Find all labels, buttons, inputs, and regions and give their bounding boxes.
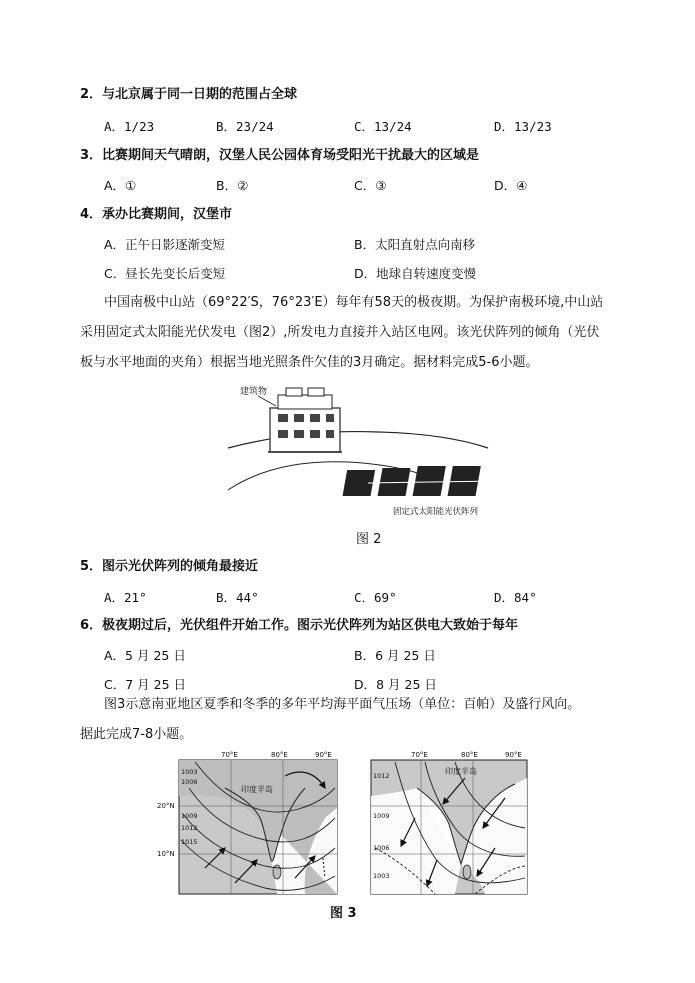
q3-option-b: B．② — [216, 178, 249, 193]
winter-pressure-map — [371, 751, 527, 894]
right-isobar-label: 1009 — [373, 812, 390, 820]
q3-option-a: A．① — [104, 178, 137, 193]
q4-option-a: A．正午日影逐渐变短 — [104, 237, 226, 252]
right-isobar-label: 1012 — [373, 772, 390, 780]
left-isobar-label: 1015 — [181, 838, 198, 846]
right-isobar-label: 1003 — [373, 872, 390, 880]
q4-option-c: C．昼长先变长后变短 — [104, 266, 226, 281]
q2-option-b: B．23/24 — [216, 119, 274, 134]
q5-option-d: D．84° — [494, 590, 537, 605]
q6-option-a: A．5 月 25 日 — [104, 648, 186, 663]
left-lon-70: 70°E — [221, 751, 238, 759]
passage-line: 中国南极中山站（69°22′S，76°23′E）每年有58天的极夜期。为保护南极环境,中山站 — [104, 295, 604, 310]
figure-2-caption: 图 2 — [356, 532, 382, 547]
passage-line: 图3示意南亚地区夏季和冬季的多年平均海平面气压场（单位：百帕）及盛行风向。 — [104, 697, 581, 712]
left-lat-20: 20°N — [157, 802, 175, 810]
right-lon-70: 70°E — [411, 751, 428, 759]
building-pointer — [258, 396, 276, 406]
q3-option-d: D．④ — [494, 178, 528, 193]
left-lon-90: 90°E — [315, 751, 332, 759]
passage-line: 板与水平地面的夹角）根据当地光照条件欠佳的3月确定。据材料完成5-6小题。 — [80, 355, 539, 370]
q2-option-c: C．13/24 — [354, 119, 412, 134]
building-label: 建筑物 — [240, 387, 268, 397]
left-region-label: 印度半岛 — [241, 785, 273, 794]
passage-line: 采用固定式太阳能光伏发电（图2）,所发电力直接并入站区电网。该光伏阵列的倾角（光伏 — [80, 325, 600, 340]
left-isobar-label: 1006 — [181, 778, 198, 786]
q4-stem: 4．承办比赛期间，汉堡市 — [80, 207, 233, 222]
left-isobar-label: 1012 — [181, 824, 198, 832]
summer-pressure-map — [157, 751, 337, 894]
left-isobar-label: 1003 — [181, 768, 198, 776]
q2-stem: 2．与北京属于同一日期的范围占全球 — [80, 87, 298, 102]
q6-option-b: B．6 月 25 日 — [354, 648, 436, 663]
q5-option-c: C．69° — [354, 590, 397, 605]
right-lon-90: 90°E — [505, 751, 522, 759]
q3-stem: 3．比赛期间天气晴朗，汉堡人民公园体育场受阳光干扰最大的区域是 — [80, 148, 480, 163]
q2-option-a: A．1/23 — [104, 119, 155, 134]
right-lon-80: 80°E — [461, 751, 478, 759]
passage-antarctic — [80, 288, 640, 378]
figure-3-caption: 图 3 — [330, 906, 357, 921]
passage-south-asia — [80, 690, 640, 750]
right-isobar-label: 1006 — [373, 844, 390, 852]
solar-array — [343, 466, 498, 496]
q5-option-b: B．44° — [216, 590, 259, 605]
q3-option-c: C．③ — [354, 178, 387, 193]
station-building — [268, 388, 342, 452]
q6-option-d: D．8 月 25 日 — [354, 677, 437, 692]
q4-option-b: B．太阳直射点向南移 — [354, 237, 476, 252]
q6-stem: 6．极夜期过后，光伏组件开始工作。图示光伏阵列为站区供电大致始于每年 — [80, 618, 519, 633]
q4-option-d: D．地球自转速度变慢 — [354, 266, 477, 281]
figure-3-maps — [157, 748, 530, 898]
figure-2-illustration — [218, 380, 493, 520]
q6-option-c: C．7 月 25 日 — [104, 677, 187, 692]
left-lat-10: 10°N — [157, 850, 175, 858]
left-isobar-label: 1009 — [181, 812, 198, 820]
passage-line: 据此完成7-8小题。 — [80, 727, 193, 742]
q2-option-d: D．13/23 — [494, 119, 552, 134]
solar-array-label: 固定式太阳能光伏阵列 — [393, 507, 479, 517]
left-lon-80: 80°E — [271, 751, 288, 759]
q5-stem: 5．图示光伏阵列的倾角最接近 — [80, 559, 259, 574]
q5-option-a: A．21° — [104, 590, 147, 605]
horizon-line — [228, 432, 488, 448]
right-region-label: 印度半岛 — [445, 767, 477, 776]
